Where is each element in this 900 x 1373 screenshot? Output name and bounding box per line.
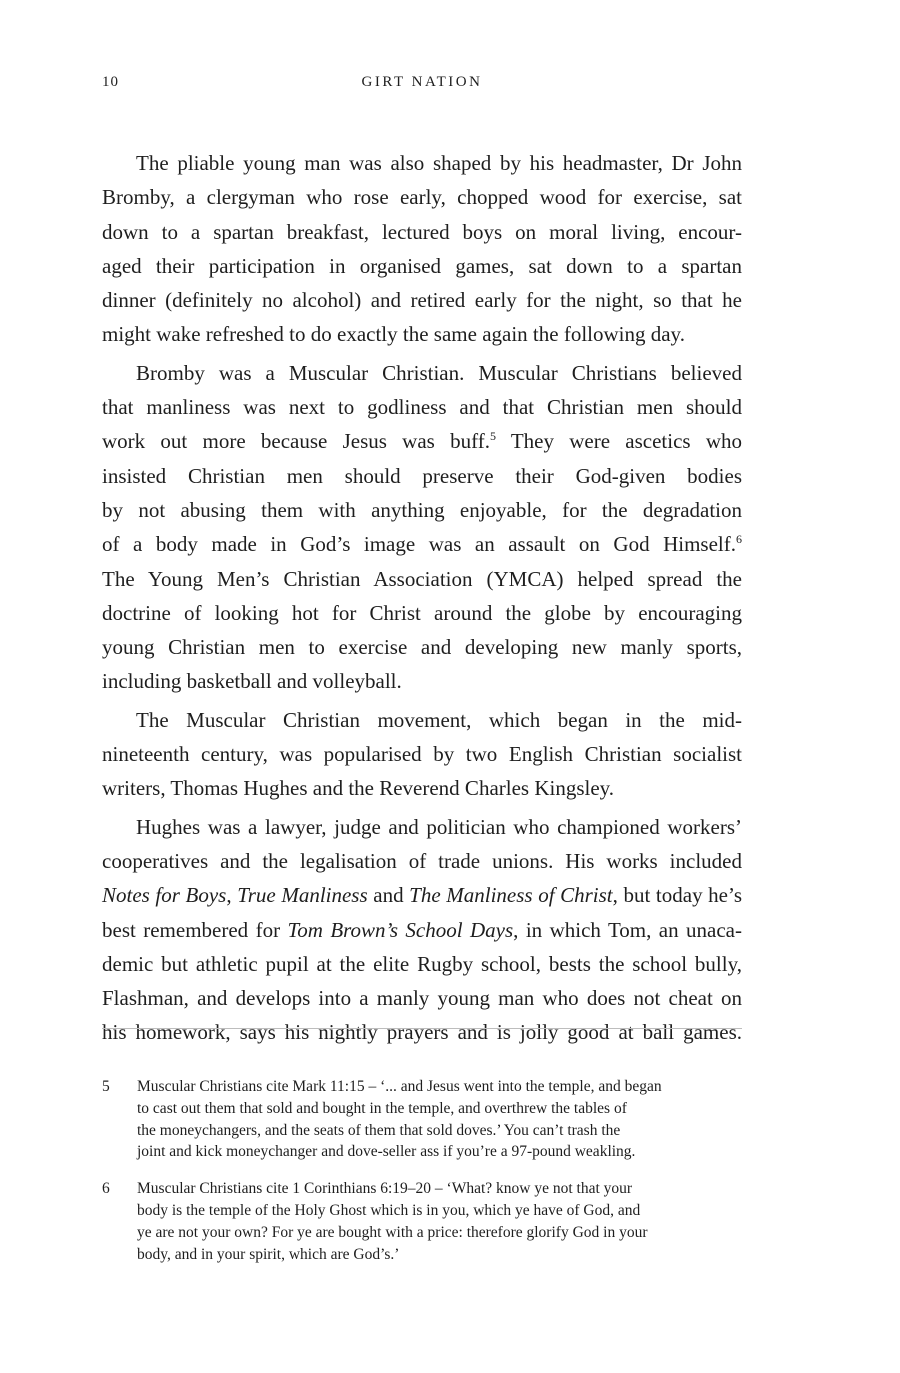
text-line: writers, Thomas Hughes and the Reverend Charles Kingsley. [102, 776, 615, 801]
footnote-line: body is the temple of the Holy Ghost which is in you, which ye have of God, and [137, 1201, 641, 1219]
footnote-number: 5 [102, 1078, 110, 1095]
text-line: young Christian men to exercise and developing new manly sports, [102, 635, 742, 660]
footnote [102, 1076, 742, 1163]
footnote-reference[interactable]: 6 [736, 532, 742, 547]
paragraph [102, 146, 742, 352]
text-line: might wake refreshed to do exactly the same again the following day. [102, 322, 685, 347]
text-line: nineteenth century, was popularised by two English Christian socialist [102, 742, 742, 767]
footnote [102, 1178, 742, 1265]
footnote-line: the moneychangers, and the seats of them that sold doves.’ You can’t trash the [137, 1121, 621, 1139]
text-line: Bromby, a clergyman who rose early, chopped wood for exercise, sat [102, 185, 742, 210]
text-line: demic but athletic pupil at the elite Rugby school, bests the school bully, [102, 951, 742, 976]
text-line: doctrine of looking hot for Christ around the globe by encouraging [102, 600, 742, 625]
footnote-divider [102, 1028, 742, 1029]
footnote-line: body, and in your spirit, which are God’s.’ [137, 1245, 400, 1263]
text-line: Flashman, and develops into a manly young man who does not cheat on [102, 986, 742, 1011]
text-segment: , [226, 883, 238, 908]
page-number: 10 [102, 74, 119, 90]
footnote-line: joint and kick moneychanger and dove-seller ass if you’re a 97-pound weakling. [137, 1143, 636, 1161]
book-title: The Manliness of Christ [409, 883, 613, 908]
book-title: Tom Brown’s School Days [287, 917, 514, 942]
text-line: by not abusing them with anything enjoyable, for the degradation [102, 497, 742, 522]
text-segment: They were ascetics who [495, 429, 742, 454]
text-line: The Muscular Christian movement, which began in the mid- [136, 707, 742, 732]
paragraph [102, 703, 742, 806]
footnote-text [137, 1178, 742, 1265]
text-segment: of a body made in God’s image was an assault on God Himself. [102, 532, 736, 557]
text-line: Bromby was a Muscular Christian. Muscular Christians believed [136, 360, 742, 385]
footnote-text [137, 1076, 742, 1163]
footnote-line: to cast out them that sold and bought in the temple, and overthrew the tables of [137, 1099, 627, 1117]
text-line [102, 527, 742, 561]
text-line: dinner (definitely no alcohol) and retired early for the night, so that he [102, 288, 742, 313]
text-segment: and [367, 883, 410, 908]
paragraph [102, 356, 742, 699]
footnotes [102, 1076, 742, 1265]
text-segment: best remembered for [102, 917, 288, 942]
text-line [102, 424, 742, 458]
text-segment: , but today he’s [612, 883, 742, 908]
text-line [102, 913, 742, 947]
running-head: GIRT NATION [361, 74, 483, 90]
text-line: his homework, says his nightly prayers and is jolly good at ball games. [102, 1020, 742, 1045]
paragraph [102, 810, 742, 1050]
footnote-reference[interactable]: 5 [489, 429, 496, 444]
text-segment: work out more because Jesus was buff. [102, 429, 490, 454]
footnote-line: Muscular Christians cite Mark 11:15 – ‘... and Jesus went into the temple, and began [137, 1078, 662, 1095]
text-line: that manliness was next to godliness and that Christian men should [102, 395, 742, 420]
book-title: True Manliness [237, 883, 368, 908]
text-segment: , in which Tom, an unaca- [513, 917, 742, 942]
text-line: aged their participation in organised games, sat down to a spartan [102, 253, 742, 278]
text-line: Hughes was a lawyer, judge and politician who championed workers’ [136, 814, 742, 839]
text-line: The pliable young man was also shaped by his headmaster, Dr John [136, 151, 742, 175]
text-line: down to a spartan breakfast, lectured boys on moral living, encour- [102, 219, 742, 244]
footnote-line: Muscular Christians cite 1 Corinthians 6:19–20 – ‘What? know ye not that your [137, 1180, 633, 1198]
body-text [102, 146, 742, 1050]
text-line: The Young Men’s Christian Association (YMCA) helped spread the [102, 566, 742, 591]
footnote-number: 6 [102, 1180, 110, 1198]
text-line: including basketball and volleyball. [102, 669, 402, 694]
footnote-line: ye are not your own? For ye are bought with a price: therefore glorify God in your [137, 1223, 648, 1241]
book-title: Notes for Boys [102, 883, 227, 908]
text-line: insisted Christian men should preserve their God-given bodies [102, 463, 742, 488]
text-line: cooperatives and the legalisation of trade unions. His works included [102, 848, 742, 873]
text-line [102, 878, 742, 912]
